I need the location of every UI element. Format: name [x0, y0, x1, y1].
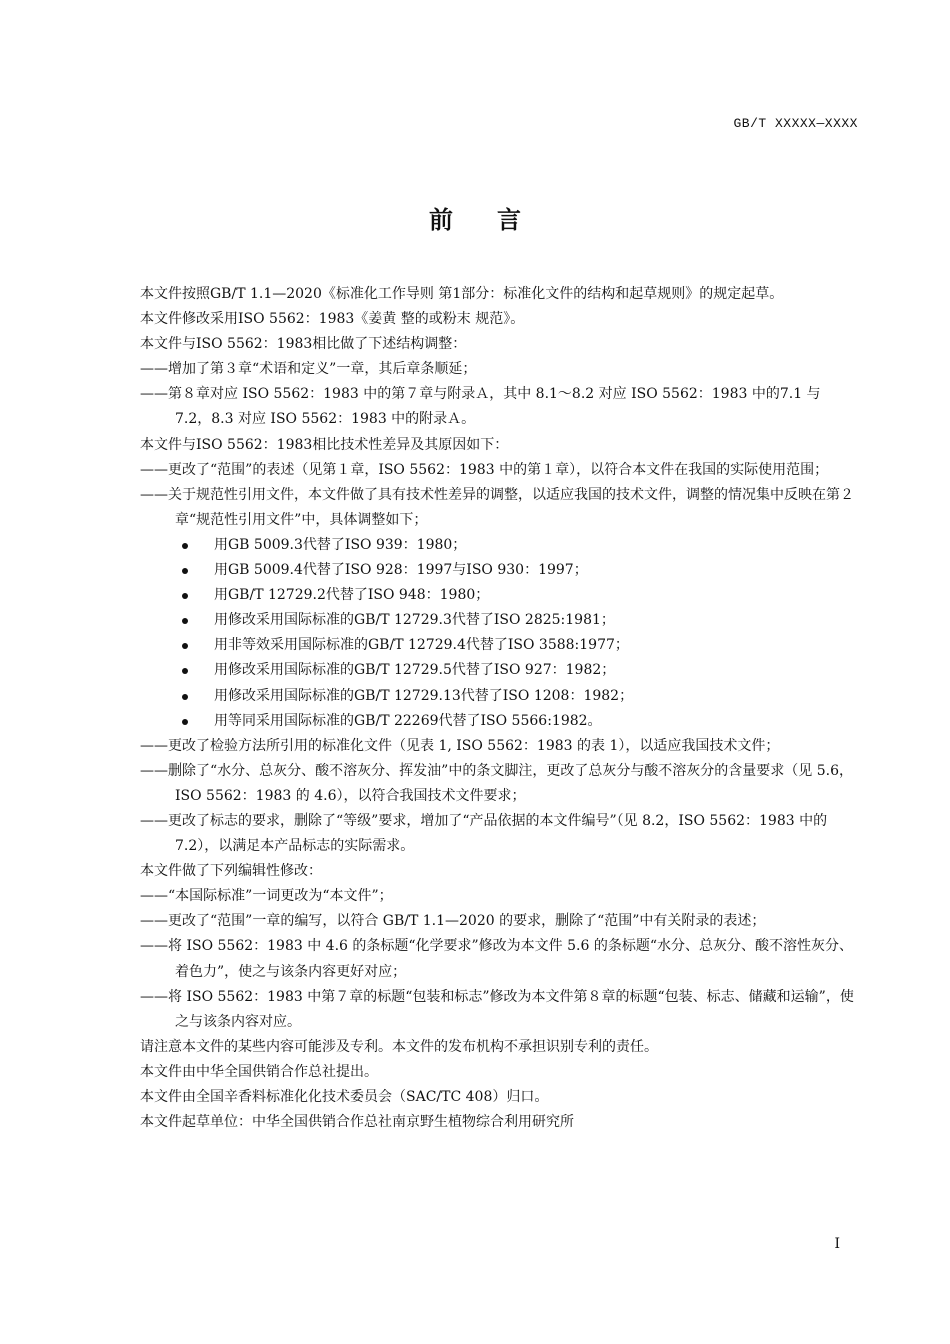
- bullet-icon: [182, 543, 188, 549]
- list-item: 用GB 5009.4代替了ISO 928：1997与ISO 930：1997；: [112, 558, 860, 583]
- editorial-change-item: ——更改了“范围”一章的编写，以符合 GB/T 1.1—2020 的要求，删除了“范围”中有关附录的表述；: [140, 913, 766, 930]
- paragraph-proposer: 本文件由中华全国供销合作总社提出。: [140, 1063, 378, 1080]
- bullet-icon: [182, 719, 188, 725]
- technical-change-item: ——更改了标志的要求，删除了“等级”要求，增加了“产品依据的本文件编号”（见 8.2，ISO 5562：1983 中的 7.2），以满足本产品标志的实际需求。: [140, 812, 828, 855]
- paragraph-adoption: 本文件修改采用ISO 5562：1983《姜黄 整的或粉末 规范》。: [140, 311, 525, 328]
- technical-change-item: ——删除了“水分、总灰分、酸不溶灰分、挥发油”中的条文脚注，更改了总灰分与酸不溶灰分的含量要求（见 5.6，ISO 5562：1983 的 4.6），以符合我国技术文件要求；: [140, 762, 854, 804]
- paragraph-drafting-unit: 本文件起草单位：中华全国供销合作总社南京野生植物综合利用研究所: [140, 1114, 574, 1131]
- page-number: I: [834, 1236, 840, 1252]
- paragraph-structure-intro: 本文件与ISO 5562：1983相比做了下述结构调整：: [140, 336, 467, 353]
- list-item: 用修改采用国际标准的GB/T 12729.13代替了ISO 1208：1982；: [112, 684, 860, 709]
- paragraph-patent-notice: 请注意本文件的某些内容可能涉及专利。本文件的发布机构不承担识别专利的责任。: [140, 1038, 658, 1055]
- bullet-icon: [182, 568, 188, 574]
- paragraph-technical-intro: 本文件与ISO 5562：1983相比技术性差异及其原因如下：: [140, 436, 509, 453]
- technical-change-item: ——关于规范性引用文件，本文件做了具有技术性差异的调整，以适应我国的技术文件，调整的情况集中反映在第２章“规范性引用文件”中，具体调整如下；: [140, 486, 854, 528]
- technical-change-item: ——更改了“范围”的表述（见第１章，ISO 5562：1983 中的第１章），以符合本文件在我国的实际使用范围；: [140, 461, 829, 478]
- editorial-change-item: ——将 ISO 5562：1983 中第７章的标题“包装和标志”修改为本文件第８章的标题“包装、标志、储藏和运输”，使之与该条内容对应。: [140, 988, 854, 1030]
- bullet-icon: [182, 643, 188, 649]
- editorial-change-item: ——“本国际标准”一词更改为“本文件”；: [140, 888, 393, 905]
- list-item: 用修改采用国际标准的GB/T 12729.5代替了ISO 927：1982；: [112, 658, 860, 683]
- list-item: 用GB 5009.3代替了ISO 939：1980；: [112, 533, 860, 558]
- document-body: [112, 282, 860, 1135]
- list-item: 用修改采用国际标准的GB/T 12729.3代替了ISO 2825:1981；: [112, 608, 860, 633]
- bullet-icon: [182, 593, 188, 599]
- bullet-icon: [182, 618, 188, 624]
- list-item: 用非等效采用国际标准的GB/T 12729.4代替了ISO 3588:1977；: [112, 633, 860, 658]
- bullet-icon: [182, 694, 188, 700]
- normative-reference-list: [112, 533, 860, 734]
- list-item: 用GB/T 12729.2代替了ISO 948：1980；: [112, 583, 860, 608]
- paragraph-drafting-basis: 本文件按照GB/T 1.1—2020《标准化工作导则 第1部分：标准化文件的结构和起草规则》的规定起草。: [140, 286, 784, 302]
- editorial-change-item: ——将 ISO 5562：1983 中 4.6 的条标题“化学要求”修改为本文件 5.6 的条标题“水分、总灰分、酸不溶性灰分、着色力”，使之与该条内容更好对应；: [140, 938, 854, 980]
- list-item: 用等同采用国际标准的GB/T 22269代替了ISO 5566:1982。: [112, 709, 860, 734]
- technical-change-item: ——更改了检验方法所引用的标准化文件（见表 1, ISO 5562：1983 的表 1），以适应我国技术文件；: [140, 737, 780, 754]
- bullet-icon: [182, 668, 188, 674]
- document-number: GB/T XXXXX—XXXX: [733, 116, 858, 131]
- paragraph-editorial-intro: 本文件做了下列编辑性修改：: [140, 863, 322, 880]
- page-title: 前言: [429, 205, 565, 234]
- paragraph-responsible-committee: 本文件由全国辛香料标准化化技术委员会（SAC/TC 408）归口。: [140, 1089, 549, 1105]
- structure-change-item: ——第８章对应 ISO 5562：1983 中的第７章与附录Ａ，其中 8.1～8.2 对应 ISO 5562：1983 中的7.1 与 7.2，8.3 对应 ISO 5562：1983 中的附录Ａ。: [140, 386, 821, 428]
- structure-change-item: ——增加了第３章“术语和定义”一章，其后章条顺延；: [140, 361, 477, 378]
